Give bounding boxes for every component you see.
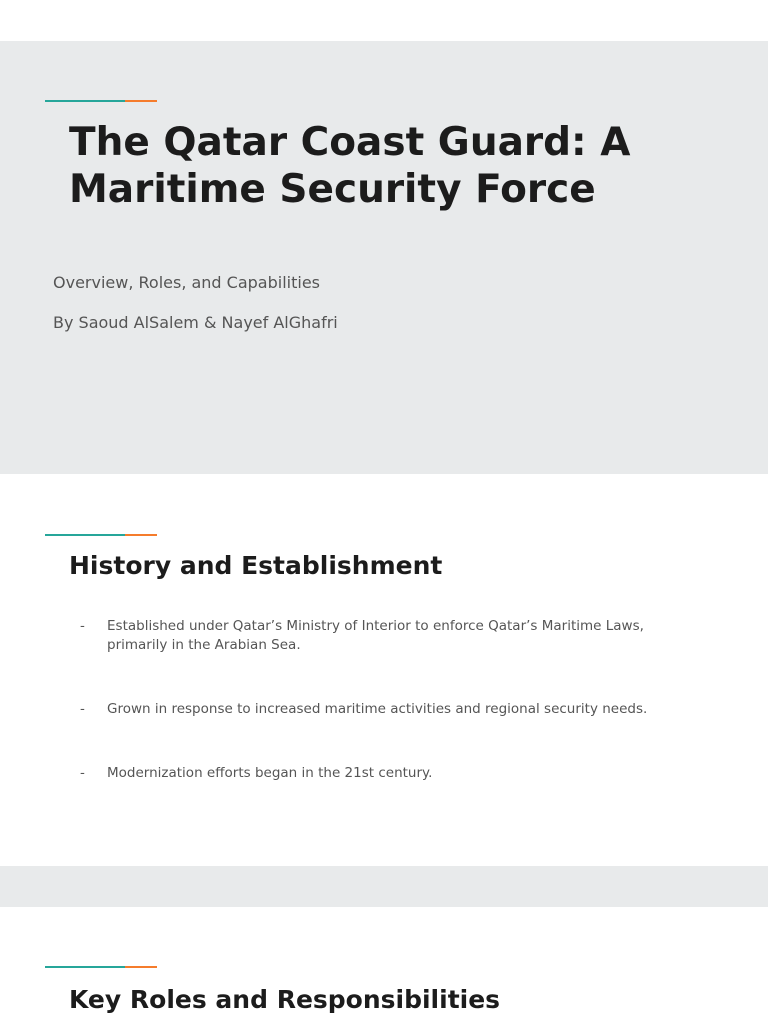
list-item	[80, 764, 680, 783]
bullet-dash: -	[80, 618, 85, 634]
list-item	[80, 700, 680, 719]
top-page-margin	[0, 0, 768, 41]
bullet-dash: -	[80, 701, 85, 717]
roles-slide	[0, 907, 768, 1024]
bullet-dash: -	[80, 765, 85, 781]
title-slide	[0, 41, 768, 474]
history-title: History and Establishment	[69, 551, 443, 580]
bullet-text: Established under Qatar’s Ministry of Interior to enforce Qatar’s Maritime Laws, primarily in the Arabian Sea.	[107, 618, 644, 653]
roles-accent-line	[45, 966, 157, 968]
slide-title: The Qatar Coast Guard: A Maritime Security Force	[69, 120, 631, 212]
history-slide	[0, 474, 768, 866]
slide-subtitle: Overview, Roles, and Capabilities	[53, 273, 320, 292]
list-item	[80, 617, 680, 655]
bullet-text: Modernization efforts began in the 21st century.	[107, 765, 433, 781]
history-accent-line	[45, 534, 157, 536]
roles-title: Key Roles and Responsibilities	[69, 985, 501, 1014]
title-accent-line	[45, 100, 157, 102]
slide-authors: By Saoud AlSalem & Nayef AlGhafri	[53, 313, 338, 332]
bullet-text: Grown in response to increased maritime activities and regional security needs.	[107, 701, 648, 717]
